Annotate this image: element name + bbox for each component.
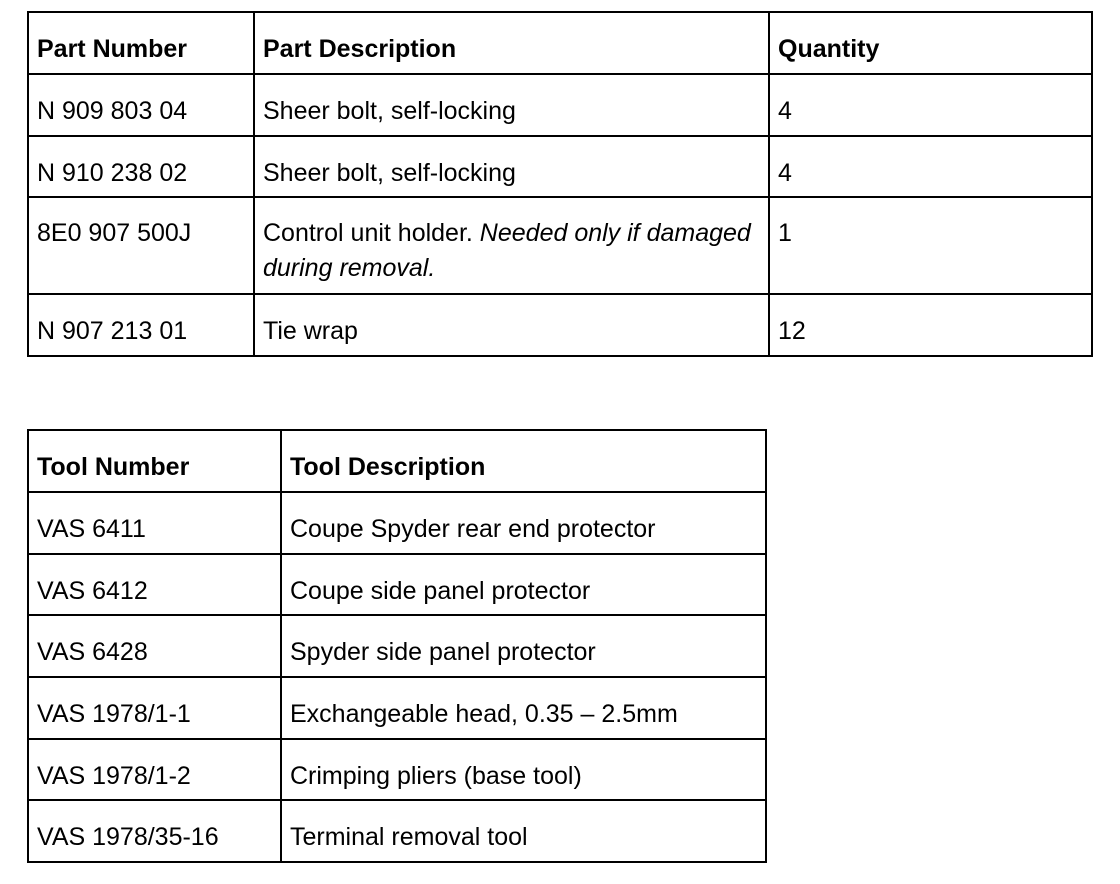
part-description-note: Needed only if damaged during removal. bbox=[263, 219, 751, 282]
part-number-cell: 8E0 907 500J bbox=[28, 197, 254, 294]
parts-table bbox=[27, 11, 1093, 357]
tool-number-cell: VAS 1978/1-1 bbox=[28, 677, 281, 739]
quantity-cell: 4 bbox=[769, 74, 1092, 136]
table-row bbox=[28, 677, 766, 739]
tool-number-cell: VAS 6412 bbox=[28, 554, 281, 615]
parts-header-row bbox=[28, 12, 1092, 74]
tool-number-header: Tool Number bbox=[28, 430, 281, 492]
tool-description-cell: Terminal removal tool bbox=[281, 800, 766, 862]
part-description-cell: Tie wrap bbox=[254, 294, 769, 356]
part-description-cell bbox=[254, 197, 769, 294]
part-number-header: Part Number bbox=[28, 12, 254, 74]
tool-description-cell: Crimping pliers (base tool) bbox=[281, 739, 766, 800]
part-description-cell: Sheer bolt, self-locking bbox=[254, 136, 769, 197]
tool-number-cell: VAS 1978/1-2 bbox=[28, 739, 281, 800]
tools-table bbox=[27, 429, 767, 863]
quantity-header: Quantity bbox=[769, 12, 1092, 74]
table-row bbox=[28, 74, 1092, 136]
quantity-cell: 1 bbox=[769, 197, 1092, 294]
table-row bbox=[28, 197, 1092, 294]
tool-number-cell: VAS 1978/35-16 bbox=[28, 800, 281, 862]
part-number-cell: N 910 238 02 bbox=[28, 136, 254, 197]
part-description-header: Part Description bbox=[254, 12, 769, 74]
tool-description-header: Tool Description bbox=[281, 430, 766, 492]
table-row bbox=[28, 800, 766, 862]
tool-description-cell: Exchangeable head, 0.35 – 2.5mm bbox=[281, 677, 766, 739]
table-row bbox=[28, 615, 766, 677]
tool-description-cell: Coupe side panel protector bbox=[281, 554, 766, 615]
tool-number-cell: VAS 6428 bbox=[28, 615, 281, 677]
tools-header-row bbox=[28, 430, 766, 492]
table-row bbox=[28, 739, 766, 800]
part-description-cell: Sheer bolt, self-locking bbox=[254, 74, 769, 136]
table-row bbox=[28, 492, 766, 554]
quantity-cell: 4 bbox=[769, 136, 1092, 197]
part-number-cell: N 907 213 01 bbox=[28, 294, 254, 356]
tool-description-cell: Coupe Spyder rear end protector bbox=[281, 492, 766, 554]
tool-description-cell: Spyder side panel protector bbox=[281, 615, 766, 677]
tool-number-cell: VAS 6411 bbox=[28, 492, 281, 554]
part-description-text: Control unit holder. bbox=[263, 219, 480, 247]
table-row bbox=[28, 554, 766, 615]
quantity-cell: 12 bbox=[769, 294, 1092, 356]
table-row bbox=[28, 136, 1092, 197]
part-number-cell: N 909 803 04 bbox=[28, 74, 254, 136]
table-row bbox=[28, 294, 1092, 356]
